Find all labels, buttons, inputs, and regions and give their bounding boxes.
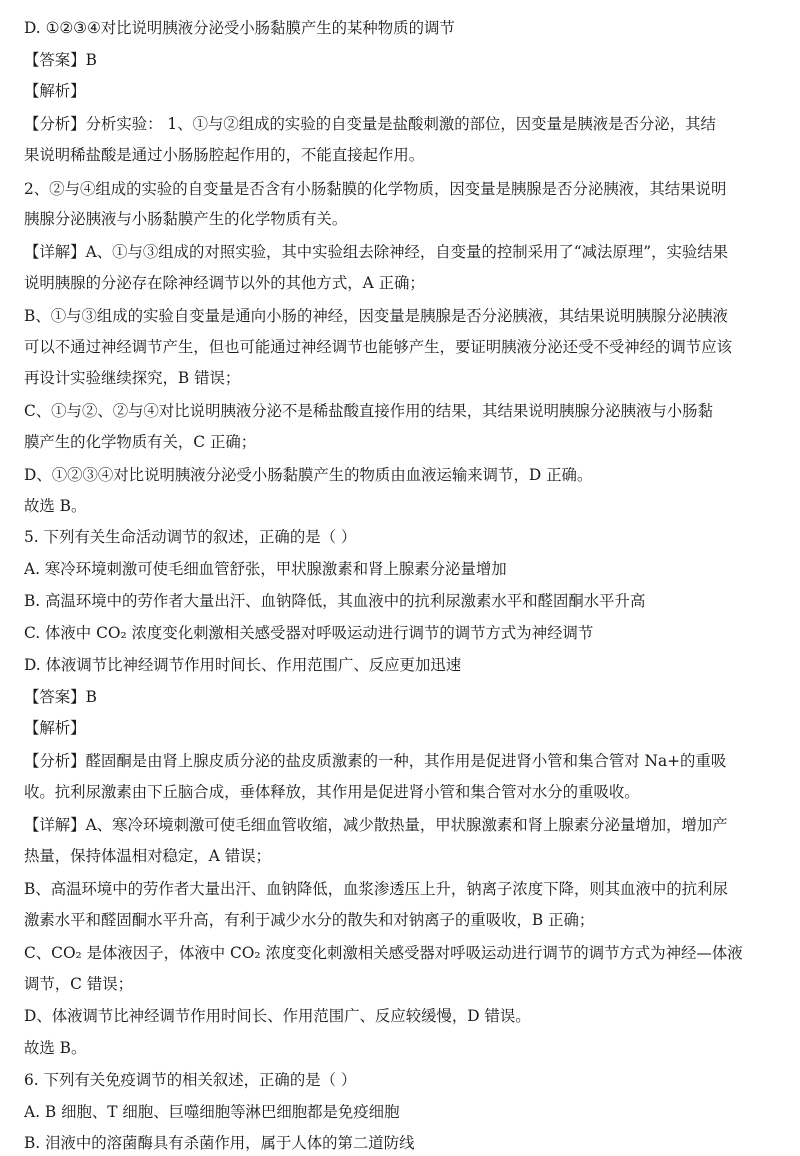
analysis-line-1: 【分析】分析实验： 1、①与②组成的实验的自变量是盐酸刺激的部位，因变量是胰液是否分泌，其结	[24, 115, 716, 133]
q6-option-b: B. 泪液中的溶菌酶具有杀菌作用，属于人体的第二道防线	[24, 1134, 415, 1152]
detail-line-5: 再设计实验继续探究，B 错误；	[24, 369, 241, 387]
q5-option-a: A. 寒冷环境刺激可使毛细血管舒张，甲状腺激素和肾上腺素分泌量增加	[24, 560, 507, 578]
q5-detail-line-2: 热量，保持体温相对稳定，A 错误；	[24, 847, 271, 865]
detail-line-8: D、①②③④对比说明胰液分泌受小肠黏膜产生的物质由血液运输来调节，D 正确。	[24, 466, 593, 484]
q5-detail-line-5: C、CO₂ 是体液因子，体液中 CO₂ 浓度变化刺激相关感受器对呼吸运动进行调节的调节方式为神经—体液	[24, 944, 743, 962]
choose-line-2: 故选 B。	[24, 1039, 87, 1057]
q5-answer-label: 【答案】B	[24, 688, 97, 706]
analysis-line-2: 果说明稀盐酸是通过小肠肠腔起作用的，不能直接起作用。	[24, 146, 425, 164]
q5-detail-line-4: 激素水平和醛固酮水平升高，有利于减少水分的散失和对钠离子的重吸收，B 正确；	[24, 911, 595, 929]
q5-detail-line-7: D、体液调节比神经调节作用时间长、作用范围广、反应较缓慢，D 错误。	[24, 1007, 531, 1025]
answer-label: 【答案】B	[24, 51, 97, 69]
choose-line-1: 故选 B。	[24, 497, 87, 515]
detail-line-1: 【详解】A、①与③组成的对照实验，其中实验组去除神经，自变量的控制采用了“减法原理”，实验结果	[24, 243, 729, 261]
detail-line-4: 可以不通过神经调节产生，但也可能通过神经调节也能够产生，要证明胰液分泌还受不受神经的调节应该	[24, 338, 732, 356]
detail-line-2: 说明胰腺的分泌存在除神经调节以外的其他方式，A 正确；	[24, 274, 425, 292]
q5-analysis-label: 【解析】	[24, 719, 86, 737]
q5-option-b: B. 高温环境中的劳作者大量出汗、血钠降低，其血液中的抗利尿激素水平和醛固酮水平升高	[24, 592, 646, 610]
q5-option-d: D. 体液调节比神经调节作用时间长、作用范围广、反应更加迅速	[24, 656, 462, 674]
q5-detail-line-3: B、高温环境中的劳作者大量出汗、血钠降低，血浆渗透压上升，钠离子浓度下降，则其血液中的抗利尿	[24, 880, 728, 898]
q5-analysis-line-1: 【分析】醛固酮是由肾上腺皮质分泌的盐皮质激素的一种，其作用是促进肾小管和集合管对 Na+的重吸	[24, 752, 727, 770]
q6-option-a: A. B 细胞、T 细胞、巨噬细胞等淋巴细胞都是免疫细胞	[24, 1103, 400, 1121]
analysis-line-4: 胰腺分泌胰液与小肠黏膜产生的化学物质有关。	[24, 210, 348, 228]
q5-detail-line-1: 【详解】A、寒冷环境刺激可使毛细血管收缩，减少散热量，甲状腺激素和肾上腺素分泌量增加，增加产	[24, 816, 728, 834]
line-d-option: D. ①②③④对比说明胰液分泌受小肠黏膜产生的某种物质的调节	[24, 19, 455, 37]
analysis-line-3: 2、②与④组成的实验的自变量是否含有小肠黏膜的化学物质，因变量是胰腺是否分泌胰液，其结果说明	[24, 180, 727, 198]
detail-line-7: 膜产生的化学物质有关，C 正确；	[24, 433, 257, 451]
analysis-label: 【解析】	[24, 82, 86, 100]
q5-detail-line-6: 调节，C 错误；	[24, 975, 134, 993]
question-6: 6. 下列有关免疫调节的相关叙述，正确的是（ ）	[24, 1071, 357, 1089]
detail-line-6: C、①与②、②与④对比说明胰液分泌不是稀盐酸直接作用的结果，其结果说明胰腺分泌胰液与小肠黏	[24, 402, 713, 420]
q5-option-c: C. 体液中 CO₂ 浓度变化刺激相关感受器对呼吸运动进行调节的调节方式为神经调节	[24, 624, 594, 642]
q5-analysis-line-2: 收。抗利尿激素由下丘脑合成，垂体释放，其作用是促进肾小管和集合管对水分的重吸收。	[24, 783, 640, 801]
detail-line-3: B、①与③组成的实验自变量是通向小肠的神经，因变量是胰腺是否分泌胰液，其结果说明胰腺分泌胰液	[24, 307, 728, 325]
question-5: 5. 下列有关生命活动调节的叙述，正确的是（ ）	[24, 528, 357, 546]
